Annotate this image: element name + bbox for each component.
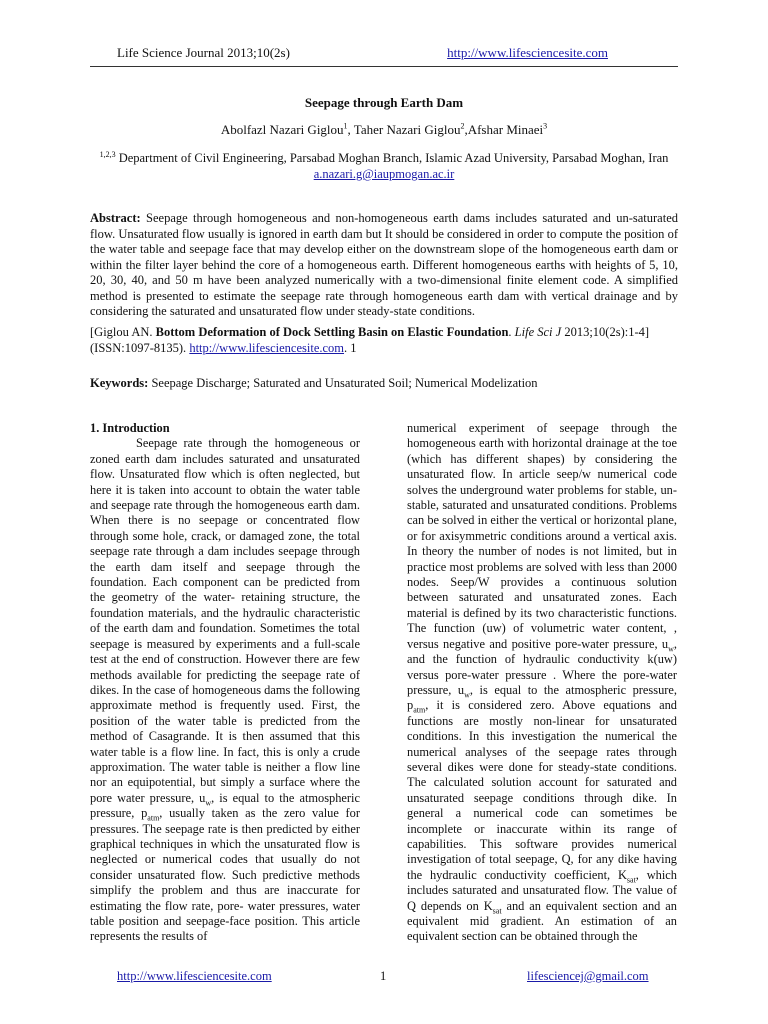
author-2-sup: 2: [460, 121, 465, 131]
author-2: , Taher Nazari Giglou: [347, 122, 461, 137]
affiliation-text: Department of Civil Engineering, Parsabad Moghan Branch, Islamic Azad University, Parsabad Moghan, Iran: [115, 151, 669, 165]
journal-header: Life Science Journal 2013;10(2s): [117, 45, 290, 60]
citation-prefix: [Giglou AN.: [90, 325, 156, 339]
right-sub-4: sat: [626, 875, 636, 885]
header-divider: [90, 66, 678, 67]
keywords: [90, 376, 678, 391]
intro-paragraph-part-2: , is equal to the atmospheric pressure, p: [90, 790, 360, 821]
citation-suffix: . 1: [344, 341, 357, 355]
author-list: [0, 122, 768, 138]
citation-title: Bottom Deformation of Dock Settling Basin on Elastic Foundation: [155, 325, 509, 339]
right-sub-2: w: [464, 690, 470, 700]
right-text-part-3: , is equal to the atmospheric pressure, p: [407, 682, 677, 713]
right-text-part-5: , which includes saturated and unsaturated flow. The value of Q depends on K: [407, 867, 677, 913]
page-number: 1: [380, 969, 387, 983]
abstract: [90, 211, 678, 320]
right-column: [407, 421, 677, 945]
right-text-part-6: and an equivalent section and an equivalent mid gradient. An estimation of an equivalent section can be obtained through the: [407, 898, 677, 944]
affiliation-sup: 1,2,3: [99, 149, 116, 159]
header-link[interactable]: http://www.lifesciencesite.com: [447, 45, 608, 60]
author-3-sup: 3: [543, 121, 548, 131]
author-email-line: [0, 167, 768, 182]
intro-sub-w: w: [205, 798, 212, 808]
keywords-text: Seepage Discharge; Saturated and Unsaturated Soil; Numerical Modelization: [148, 376, 538, 390]
right-text-part-2: , and the function of hydraulic conductivity k(uw) versus pore-water pressure . Where the pore-water pressure, u: [407, 636, 677, 697]
intro-paragraph-part-3: , usually taken as the zero value for pressures. The seepage rate is then predicted by either graphical techniques in which the unsaturated flow is neglected or numerical codes that usually do not consider unsaturated flow. Such predictive methods simplify the problem and thus are inaccurate for estimating the flow rate, pore- water pressures, water table position and seepage-face position. This article represents the results of: [90, 806, 361, 944]
citation: [90, 324, 678, 356]
author-3: ,Afshar Minaei: [464, 122, 544, 137]
footer-email-link[interactable]: lifesciencej@gmail.com: [527, 969, 649, 983]
right-sub-1: w: [668, 644, 674, 654]
right-sub-5: sat: [492, 906, 502, 916]
abstract-text: Seepage through homogeneous and non-homogeneous earth dams includes saturated and un-saturated flow. Unsaturated flow usually is ignored in earth dam but It should be considered in order to compute the position of the water table and seepage face that may develop either on the downstream slope of the homogeneous earth dam or within the filter layer behind the core of a homogeneous earth. Different homogeneous earths with heights of 5, 10, 20, 30, 40, and 50 m have been analyzed numerically with a two-dimensional finite element code. A simplified method is presented to estimate the seepage rate through homogeneous earth dam with vertical drainage and by considering the saturated and unsaturated flow under steady-state conditions.: [90, 211, 678, 318]
author-email-link[interactable]: a.nazari.g@iaupmogan.ac.ir: [313, 167, 455, 181]
intro-sub-atm: atm: [147, 813, 160, 823]
abstract-label: Abstract:: [90, 211, 141, 225]
citation-issn: (ISSN:1097-8135).: [90, 341, 190, 355]
author-1: Abolfazl Nazari Giglou: [220, 122, 344, 137]
affiliation: [0, 151, 768, 166]
citation-dot: .: [508, 325, 515, 339]
citation-link[interactable]: http://www.lifesciencesite.com: [189, 341, 345, 355]
left-column: [90, 421, 360, 945]
section-heading: 1. Introduction: [90, 421, 170, 435]
citation-details: 2013;10(2s):1-4]: [561, 325, 650, 339]
intro-paragraph-part-1: Seepage rate through the homogeneous or zoned earth dam includes saturated and unsaturated flow. Unsaturated flow which is often neglected, but here it is taken into account to obtain the water table and seepage rate through the homogeneous earth dam. When there is no seepage or concentrated flow through some hole, crack, or damaged zone, the total seepage rate through a dam includes seepage through the earth dam itself and seepage through the foundation. Each component can be predicted from the geometry of the water- retaining structure, the foundation materials, and the hydraulic characteristic of the earth dam and foundation. Sometimes the total seepage is measured by experiments and a full-scale test at the end of construction. However there are few methods available for predicting the seepage rate of dikes. In the case of homogeneous dams the following approximate method is frequently used. First, the position of the water table is predicted from the method of Casagrande. It is then assumed that this water table is a flow line. In fact, this is only a crude approximation. The water table is neither a flow line nor an equipotential, but simply a surface where the pore water pressure, u: [90, 436, 360, 805]
right-text-part-1: numerical experiment of seepage through the homogeneous earth with horizontal drainage at the toe (which has different shapes) by considering the unsaturated flow. In article seep/w numerical code solves the underground water problems for stable, un-stable, saturated and unsaturated conditions. Problems can be solved in either the vertical or horizontal plane, or for axisymmetric conditions around a vertical axis. In theory the number of nodes is not limited, but in practice most problems are solved with less than 2000 nodes. Seep/W provides a continuous solution between saturated and unsaturated zones. Each material is defined by its two characteristic functions. The function (uw) of volumetric water content, , versus negative and positive pore-water pressure, u: [407, 421, 677, 651]
right-sub-3: atm: [413, 705, 426, 715]
right-text-part-4: , it is considered zero. Above equations and functions are mostly non-linear for unsaturated conditions. In this investigation the numerical the numerical analyses of the seepage rates through several dikes were done for steady-state conditions. The calculated solution account for saturated and unsaturated seepage conditions through dike. In general a numerical code can sometimes be incomplete or inaccurate within its range of capabilities. This software provides numerical investigation of total seepage, Q, for any dike having the hydraulic conductivity coefficient, K: [407, 698, 677, 882]
author-1-sup: 1: [343, 121, 348, 131]
paper-title: Seepage through Earth Dam: [304, 95, 464, 110]
footer-link[interactable]: http://www.lifesciencesite.com: [117, 969, 272, 983]
citation-journal: Life Sci J: [514, 325, 562, 339]
keywords-label: Keywords:: [90, 376, 149, 390]
